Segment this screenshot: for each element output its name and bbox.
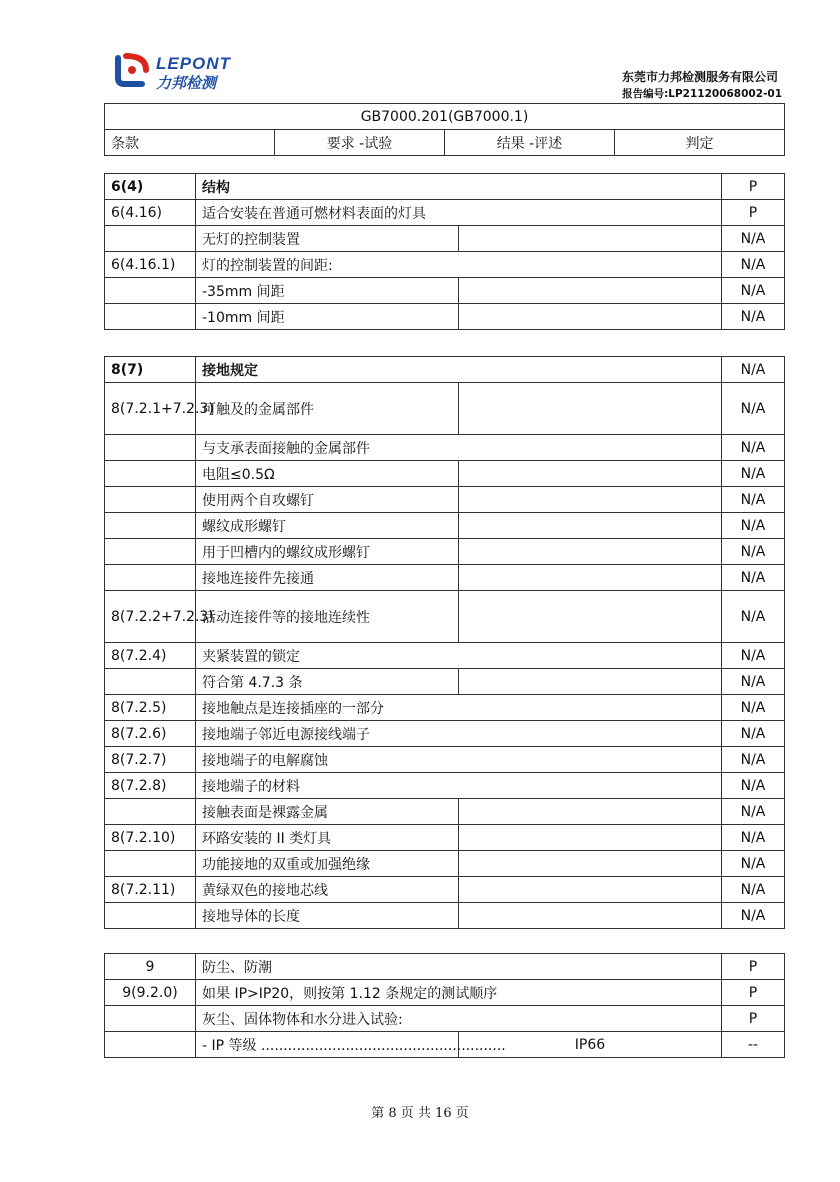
row-clause: 8(7.2.11) (105, 877, 196, 903)
section-table-dust-moisture (104, 953, 785, 1058)
row-result (459, 539, 722, 565)
section-title: 接地规定 (196, 357, 722, 383)
row-verdict: N/A (722, 226, 785, 252)
row-verdict: N/A (722, 773, 785, 799)
logo-text-cn: 力邦检测 (156, 74, 217, 92)
section-table-construction (104, 173, 785, 330)
row-verdict: N/A (722, 539, 785, 565)
row-clause (105, 487, 196, 513)
row-verdict: N/A (722, 487, 785, 513)
table-row (105, 851, 785, 877)
row-verdict: N/A (722, 591, 785, 643)
row-verdict: P (722, 980, 785, 1006)
row-verdict: N/A (722, 851, 785, 877)
table-row (105, 226, 785, 252)
row-result (459, 877, 722, 903)
column-header-row (105, 130, 785, 156)
table-row (105, 721, 785, 747)
row-clause (105, 669, 196, 695)
row-result (459, 487, 722, 513)
row-requirement: 接触表面是裸露金属 (196, 799, 459, 825)
table-row (105, 1006, 785, 1032)
row-clause: 8(7.2.10) (105, 825, 196, 851)
row-requirement: 黄绿双色的接地芯线 (196, 877, 459, 903)
row-requirement: 功能接地的双重或加强绝缘 (196, 851, 459, 877)
section-title-row (105, 174, 785, 200)
row-verdict: N/A (722, 799, 785, 825)
table-row (105, 903, 785, 929)
row-requirement: 无灯的控制装置 (196, 226, 459, 252)
table-row (105, 643, 785, 669)
row-clause (105, 304, 196, 330)
table-row (105, 461, 785, 487)
row-requirement: 接地导体的长度 (196, 903, 459, 929)
row-verdict: N/A (722, 513, 785, 539)
row-clause: 9(9.2.0) (105, 980, 196, 1006)
table-row (105, 877, 785, 903)
row-requirement: 接地端子的材料 (196, 773, 722, 799)
section-clause: 8(7) (105, 357, 196, 383)
table-row (105, 278, 785, 304)
row-clause (105, 513, 196, 539)
row-requirement: 用于凹槽内的螺纹成形螺钉 (196, 539, 459, 565)
row-clause (105, 435, 196, 461)
col-header-verdict: 判定 (615, 130, 785, 156)
row-verdict: N/A (722, 903, 785, 929)
row-requirement: 如果 IP>IP20，则按第 1.12 条规定的测试顺序 (196, 980, 722, 1006)
table-row (105, 1032, 785, 1058)
row-result: IP66 (459, 1032, 722, 1058)
row-clause (105, 278, 196, 304)
row-requirement: 使用两个自攻螺钉 (196, 487, 459, 513)
table-row (105, 200, 785, 226)
row-verdict: N/A (722, 435, 785, 461)
row-clause: 8(7.2.7) (105, 747, 196, 773)
row-verdict: N/A (722, 747, 785, 773)
row-clause: 8(7.2.4) (105, 643, 196, 669)
section-clause: 9 (105, 954, 196, 980)
table-row (105, 980, 785, 1006)
section-title-row (105, 954, 785, 980)
row-result (459, 461, 722, 487)
row-clause (105, 799, 196, 825)
row-clause (105, 903, 196, 929)
page-footer: 第 8 页 共 16 页 (371, 1106, 469, 1121)
row-clause (105, 539, 196, 565)
row-result (459, 591, 722, 643)
row-result (459, 851, 722, 877)
company-name: 东莞市力邦检测服务有限公司 (621, 70, 778, 84)
row-verdict: N/A (722, 383, 785, 435)
row-result (459, 903, 722, 929)
standard-row (105, 104, 785, 130)
row-requirement: - IP 等级 ....................................................... (196, 1032, 459, 1058)
row-result (459, 304, 722, 330)
row-result (459, 278, 722, 304)
table-row (105, 695, 785, 721)
row-clause (105, 565, 196, 591)
row-clause (105, 1006, 196, 1032)
row-requirement: 接地连接件先接通 (196, 565, 459, 591)
row-result (459, 799, 722, 825)
row-requirement: 电阻≤0.5Ω (196, 461, 459, 487)
row-clause (105, 1032, 196, 1058)
table-row (105, 825, 785, 851)
table-row (105, 539, 785, 565)
lepont-logo-icon (112, 50, 152, 90)
row-verdict: P (722, 1006, 785, 1032)
section-verdict: P (722, 954, 785, 980)
row-result (459, 565, 722, 591)
table-row (105, 513, 785, 539)
section-clause: 6(4) (105, 174, 196, 200)
row-verdict: N/A (722, 695, 785, 721)
section-title: 防尘、防潮 (196, 954, 722, 980)
row-result (459, 226, 722, 252)
row-clause: 8(7.2.6) (105, 721, 196, 747)
report-number: 报告编号:LP21120068002-01 (622, 88, 782, 100)
header-table (104, 103, 785, 156)
row-clause: 6(4.16.1) (105, 252, 196, 278)
row-clause: 8(7.2.8) (105, 773, 196, 799)
row-requirement: 接地端子的电解腐蚀 (196, 747, 722, 773)
row-requirement: 接地触点是连接插座的一部分 (196, 695, 722, 721)
row-clause: 8(7.2.2+7.2.3) (105, 591, 196, 643)
section-verdict: N/A (722, 357, 785, 383)
row-verdict: N/A (722, 304, 785, 330)
col-header-result: 结果 -评述 (445, 130, 615, 156)
table-row (105, 773, 785, 799)
row-requirement: 灯的控制装置的间距: (196, 252, 722, 278)
row-verdict: N/A (722, 825, 785, 851)
row-requirement: 适合安装在普通可燃材料表面的灯具 (196, 200, 722, 226)
table-row (105, 304, 785, 330)
row-verdict: N/A (722, 252, 785, 278)
row-requirement: -10mm 间距 (196, 304, 459, 330)
row-verdict: N/A (722, 278, 785, 304)
table-row (105, 747, 785, 773)
row-requirement: 灰尘、固体物体和水分进入试验: (196, 1006, 722, 1032)
table-row (105, 487, 785, 513)
table-row (105, 383, 785, 435)
row-verdict: N/A (722, 461, 785, 487)
row-verdict: P (722, 200, 785, 226)
table-row (105, 669, 785, 695)
row-requirement: 螺纹成形螺钉 (196, 513, 459, 539)
row-result (459, 825, 722, 851)
row-result (459, 513, 722, 539)
table-row (105, 565, 785, 591)
row-requirement: -35mm 间距 (196, 278, 459, 304)
row-verdict: N/A (722, 643, 785, 669)
row-verdict: -- (722, 1032, 785, 1058)
table-row (105, 252, 785, 278)
section-title-row (105, 357, 785, 383)
row-result (459, 383, 722, 435)
row-clause (105, 461, 196, 487)
row-clause (105, 226, 196, 252)
row-requirement: 活动连接件等的接地连续性 (196, 591, 459, 643)
section-title: 结构 (196, 174, 722, 200)
row-result (459, 669, 722, 695)
row-requirement: 符合第 4.7.3 条 (196, 669, 459, 695)
row-clause: 6(4.16) (105, 200, 196, 226)
table-row (105, 591, 785, 643)
row-clause: 8(7.2.5) (105, 695, 196, 721)
row-requirement: 接地端子邻近电源接线端子 (196, 721, 722, 747)
row-verdict: N/A (722, 565, 785, 591)
row-clause (105, 851, 196, 877)
section-verdict: P (722, 174, 785, 200)
section-table-earthing (104, 356, 785, 929)
logo-text-en: LEPONT (156, 54, 231, 73)
row-verdict: N/A (722, 721, 785, 747)
company-logo (112, 50, 262, 90)
table-row (105, 799, 785, 825)
row-clause: 8(7.2.1+7.2.3) (105, 383, 196, 435)
row-verdict: N/A (722, 877, 785, 903)
row-requirement: 夹紧装置的锁定 (196, 643, 722, 669)
row-requirement: 与支承表面接触的金属部件 (196, 435, 722, 461)
col-header-clause: 条款 (105, 130, 275, 156)
standard-title: GB7000.201(GB7000.1) (105, 104, 785, 130)
row-requirement: 可触及的金属部件 (196, 383, 459, 435)
col-header-requirement: 要求 -试验 (275, 130, 445, 156)
table-row (105, 435, 785, 461)
row-requirement: 环路安装的 II 类灯具 (196, 825, 459, 851)
row-verdict: N/A (722, 669, 785, 695)
